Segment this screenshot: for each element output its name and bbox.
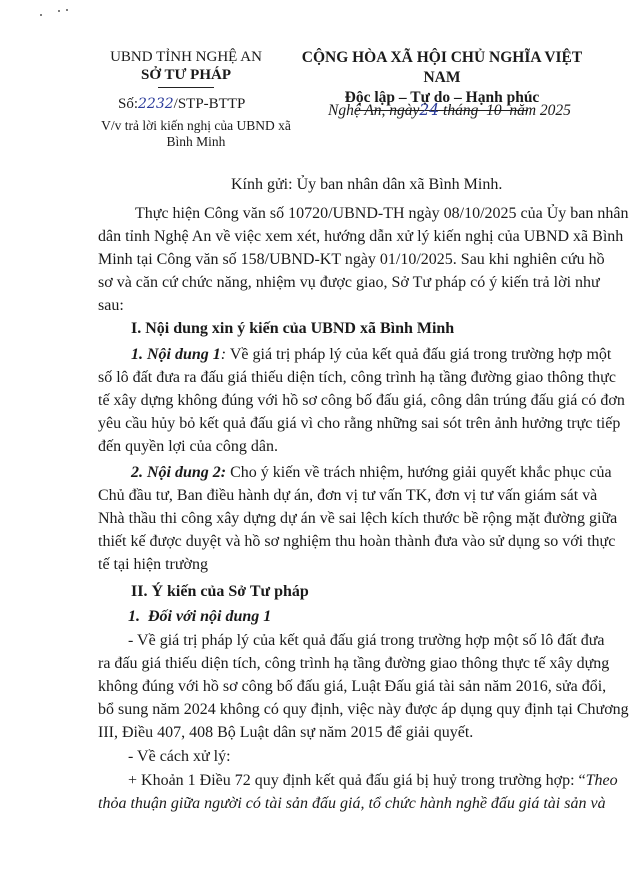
- country-name: CỘNG HÒA XÃ HỘI CHỦ NGHĨA VIỆT NAM: [301, 49, 583, 86]
- paragraph-line: Nhà thầu thi công xây dựng dự án về sai lệch kích thước bề rộng mặt đường giữa: [98, 510, 618, 527]
- paragraph-line: ra đấu giá thiếu diện tích, công trình hạ tầng đường giao thông thực tế xây dựng: [98, 655, 610, 672]
- date-suffix: tháng 10 năm 2025: [443, 102, 571, 119]
- item-label: 1. Nội dung 1: [131, 346, 221, 363]
- scan-speck: [58, 10, 60, 12]
- national-motto: Độc lập – Tự do – Hạnh phúc: [344, 89, 540, 106]
- subsection-heading: 1. Đối với nội dung 1: [128, 608, 272, 625]
- scan-speck: [40, 14, 42, 16]
- paragraph-line: Chủ đầu tư, Ban điều hành dự án, đơn vị tư vấn TK, đơn vị tư vấn giám sát và: [98, 487, 598, 504]
- doc-number-prefix: Số:: [118, 96, 139, 112]
- paragraph-line: đến quyền lợi của công dân.: [98, 438, 278, 455]
- section-heading: I. Nội dung xin ý kiến của UBND xã Bình Minh: [131, 320, 455, 337]
- scan-speck: [66, 9, 68, 11]
- clause-text: + Khoản 1 Điều 72 quy định kết quả đấu giá bị huỷ trong trường hợp: “: [128, 772, 586, 789]
- paragraph-line: tế tại hiện trường: [98, 556, 208, 573]
- paragraph-line: sơ và căn cứ chức năng, nhiệm vụ được giao, Sở Tư pháp có ý kiến trả lời như: [98, 274, 600, 291]
- paragraph-line: thiết kế được duyệt và hồ sơ nghiệm thu hoàn thành đưa vào sử dụng so với thực: [98, 533, 616, 550]
- paragraph-line: - Về cách xử lý:: [128, 748, 231, 765]
- date-day-handwritten: 24: [419, 101, 440, 119]
- item-text: Cho ý kiến về trách nhiệm, hướng giải quyết khắc phục của: [226, 464, 612, 481]
- paragraph-line: [131, 464, 612, 482]
- paragraph-line: tế xây dựng không đúng với hồ sơ công bố đấu giá, công dân trúng đấu giá có đơn: [98, 392, 625, 409]
- paragraph-line: yêu cầu hủy bỏ kết quả đấu giá vì cho rằng những sai sót trên ảnh hưởng trực tiếp: [98, 415, 621, 432]
- paragraph-line: số lô đất đưa ra đấu giá thiếu diện tích, công trình hạ tầng đường giao thông thực: [98, 369, 616, 386]
- authority-underline: [158, 87, 214, 88]
- item-text: Về giá trị pháp lý của kết quả đấu giá trong trường hợp một: [226, 346, 612, 363]
- date-prefix: Nghệ An, ngày: [328, 102, 420, 119]
- subject-line: Bình Minh: [166, 134, 226, 149]
- recipient: Kính gửi: Ủy ban nhân dân xã Bình Minh.: [231, 176, 503, 193]
- date-line: [328, 101, 571, 120]
- subject-line: V/v trả lời kiến nghị của UBND xã: [101, 118, 291, 133]
- doc-number-handwritten: 2232: [138, 96, 174, 112]
- paragraph-line: [131, 346, 612, 364]
- issuing-authority: [96, 48, 276, 88]
- paragraph-line: sau:: [98, 297, 124, 314]
- document-subject: [96, 118, 296, 150]
- authority-line1: UBND TỈNH NGHỆ AN: [110, 49, 262, 65]
- doc-number-suffix: /STP-BTTP: [173, 96, 246, 112]
- paragraph-line: III, Điều 407, 408 Bộ Luật dân sự năm 2015 để giải quyết.: [98, 724, 474, 741]
- paragraph-line: - Về giá trị pháp lý của kết quả đấu giá trong trường hợp một số lô đất đưa: [128, 632, 605, 649]
- paragraph-line: dân tỉnh Nghệ An về việc xem xét, hướng dẫn xử lý kiến nghị của UBND xã Bình: [98, 228, 624, 245]
- item-colon: :: [220, 346, 227, 363]
- document-number: [118, 96, 245, 112]
- paragraph-line: Thực hiện Công văn số 10720/UBND-TH ngày 08/10/2025 của Ủy ban nhân: [135, 205, 629, 222]
- authority-line2: SỞ TƯ PHÁP: [140, 67, 231, 83]
- clause-quote: Theo: [585, 772, 618, 789]
- item-label: 2. Nội dung 2:: [131, 464, 227, 481]
- paragraph-line: không đúng với hồ sơ công bố đấu giá, Luật Đấu giá tài sản năm 2016, sửa đổi,: [98, 678, 607, 695]
- paragraph-line: [128, 772, 618, 790]
- paragraph-line: thỏa thuận giữa người có tài sản đấu giá, tổ chức hành nghề đấu giá tài sản và: [98, 795, 606, 812]
- paragraph-line: Minh tại Công văn số 158/UBND-KT ngày 01/10/2025. Sau khi nghiên cứu hồ: [98, 251, 605, 268]
- section-heading: II. Ý kiến của Sở Tư pháp: [131, 583, 309, 600]
- paragraph-line: bổ sung năm 2024 không có quy định, việc này được áp dụng quy định tại Chương: [98, 701, 629, 718]
